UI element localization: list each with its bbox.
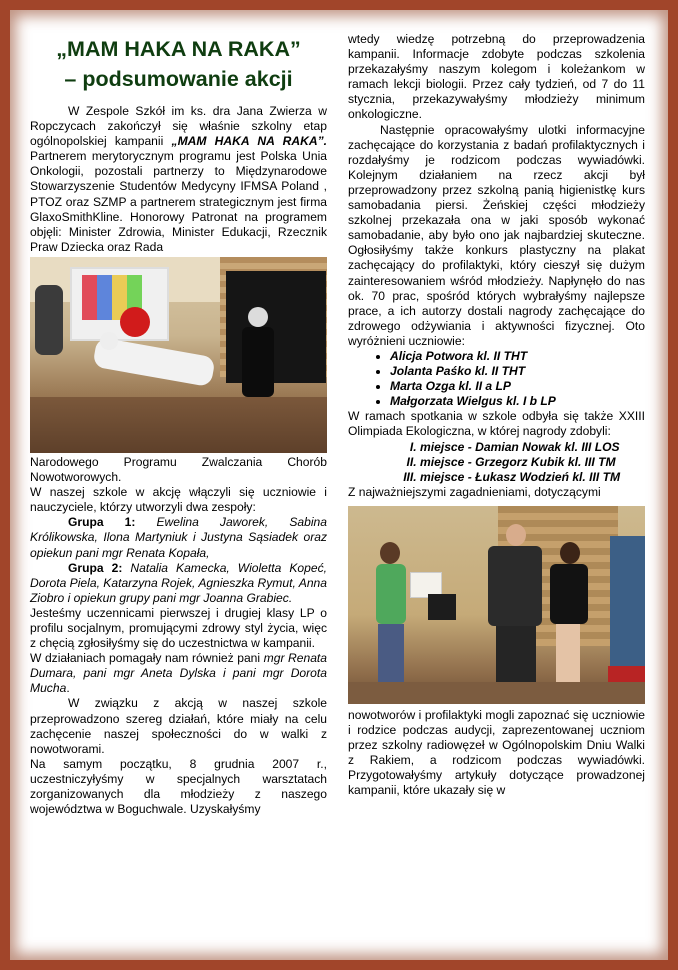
- right-column: [348, 32, 645, 798]
- list-item: • Małgorzata Wielgus kl. I b LP: [390, 394, 645, 409]
- radio-paragraph: nowotworów i profilaktyki mogli zapoznać się uczniowie i rodzice podczas audycji, zaprezentowanej uczniom przez szkolny radiowęzeł w Ogólnopolskim Dniu Walki z Rakiem, a rodzicom podczas wywiadówki. Przygotowałyśmy artykuły dotyczące prowadzonej kampanii, które ukazały się w: [348, 707, 645, 798]
- photo-award-ceremony: [348, 506, 645, 704]
- places-list: [348, 440, 645, 485]
- list-item: • Alicja Potwora kl. II THT: [390, 349, 645, 364]
- photo-performance: [30, 257, 327, 453]
- page: [10, 10, 668, 960]
- olympiad-paragraph: W ramach spotkania w szkole odbyła się także XXIII Olimpiada Ekologiczna, w której nagrody zdobyli:: [348, 409, 645, 439]
- teams-paragraph: W naszej szkole w akcję włączyli się uczniowie i nauczyciele, którzy utworzyli dwa zespoły:: [30, 485, 327, 515]
- actions-paragraph: W związku z akcją w naszej szkole przeprowadzono szereg działań, które miały na celu zachęcenie naszej społeczności do w walki z nowotworami.: [30, 696, 327, 756]
- campaign-name: „MAM HAKA NA RAKA”.: [171, 134, 327, 149]
- knowledge-paragraph: wtedy wiedzę potrzebną do przeprowadzenia kampanii. Informacje zdobyte podczas szkolenia przekazałyśmy naszym kolegom i koleżankom w ramach lekcji biologii. Przez cały tydzień, od 7 do 11 stycznia, przekazywałyśmy młodzieży minimum onkologiczne.: [348, 32, 645, 122]
- topics-paragraph: Z najważniejszymi zagadnieniami, dotyczącymi: [348, 484, 601, 499]
- workshop-paragraph: Na samym początku, 8 grudnia 2007 r., uczestniczyłyśmy w specjalnych warsztatach zorganizowanych dla młodzieży z naszego województwa w Boguchwale. Uzyskałyśmy: [30, 756, 327, 817]
- leaflets-paragraph: Następnie opracowałyśmy ulotki informacyjne zachęcające do korzystania z badań profilaktycznych i rozdałyśmy je rodzicom podczas wywiadówki. Kolejnym działaniem na rzecz akcji był przeprowadzony przez szkolną panią higienistkę kurs samobadania piersi. Żeńskiej części młodzieży szkolnej przekazała ona w jaki sposób wykonać samobadanie, aby było ono jak najbardziej skuteczne. Ogłosiłyśmy także konkurs plastyczny na plakat zachęcający do profilaktyki, który cieszył się dużym zainteresowaniem wśród młodzieży. Napłynęło do nas ok. 70 prac, spośród których wybrałyśmy najlepsze prace, a ich autorzy dostali nagrody zachęcające do zdrowego odżywiania i aktywności fizycznej. Oto wyróżnieni uczniowie:: [348, 122, 645, 348]
- list-item: • Marta Ozga kl. II a LP: [390, 379, 645, 394]
- list-item: • Jolanta Paśko kl. II THT: [390, 364, 645, 379]
- intro-paragraph-continued: Narodowego Programu Zwalczania Chorób Nowotworowych.: [30, 454, 327, 485]
- list-item: III. miejsce - Łukasz Wodzień kl. III TM: [420, 470, 645, 485]
- intro-paragraph: W Zespole Szkół im ks. dra Jana Zwierza w Ropczycach zakończył się właśnie szkolny etap ogólnopolskiej kampanii „MAM HAKA NA RAKA”. Partnerem merytorycznym programu jest Polska Unia Onkologii, pozostali partnerzy to Międzynarodowe Stowarzyszenie Studentów Medycyny IFMSA Poland , PTOZ oraz SZMP a partnerem strategicznym jest firma GlaxoSmithKline. Honorowy Patronat na programem objęli: Minister Zdrowia, Minister Edukacji, Rzecznik Praw Dziecka oraz Rada: [30, 104, 327, 254]
- group-1: Grupa 1: Ewelina Jaworek, Sabina Królikowska, Ilona Martyniuk i Justyna Sąsiadek oraz opiekun pani mgr Renata Kopała,: [30, 515, 328, 560]
- group-2: Grupa 2: Natalia Kamecka, Wioletta Kopeć, Dorota Piela, Katarzyna Rojek, Agnieszka Rymut, Anna Ziobro i opiekun grupy pani mgr Joanna Grabiec.: [30, 560, 328, 605]
- left-column: [30, 10, 327, 817]
- list-item: I. miejsce - Damian Nowak kl. III LOS: [420, 440, 645, 455]
- article-subtitle: – podsumowanie akcji: [64, 67, 293, 91]
- helpers-paragraph: W działaniach pomagały nam również pani mgr Renata Dumara, pani mgr Aneta Dylska i pani mgr Dorota Mucha.: [30, 651, 327, 696]
- winners-list: [348, 349, 645, 409]
- students-paragraph: Jesteśmy uczennicami pierwszej i drugiej klasy LP o profilu socjalnym, promującymi zdrowy styl życia, więc z chęcią zgłosiłyśmy się do uczestnictwa w kampanii.: [30, 605, 327, 651]
- article-title: „MAM HAKA NA RAKA”: [56, 37, 301, 61]
- list-item: II. miejsce - Grzegorz Kubik kl. III TM: [420, 455, 645, 470]
